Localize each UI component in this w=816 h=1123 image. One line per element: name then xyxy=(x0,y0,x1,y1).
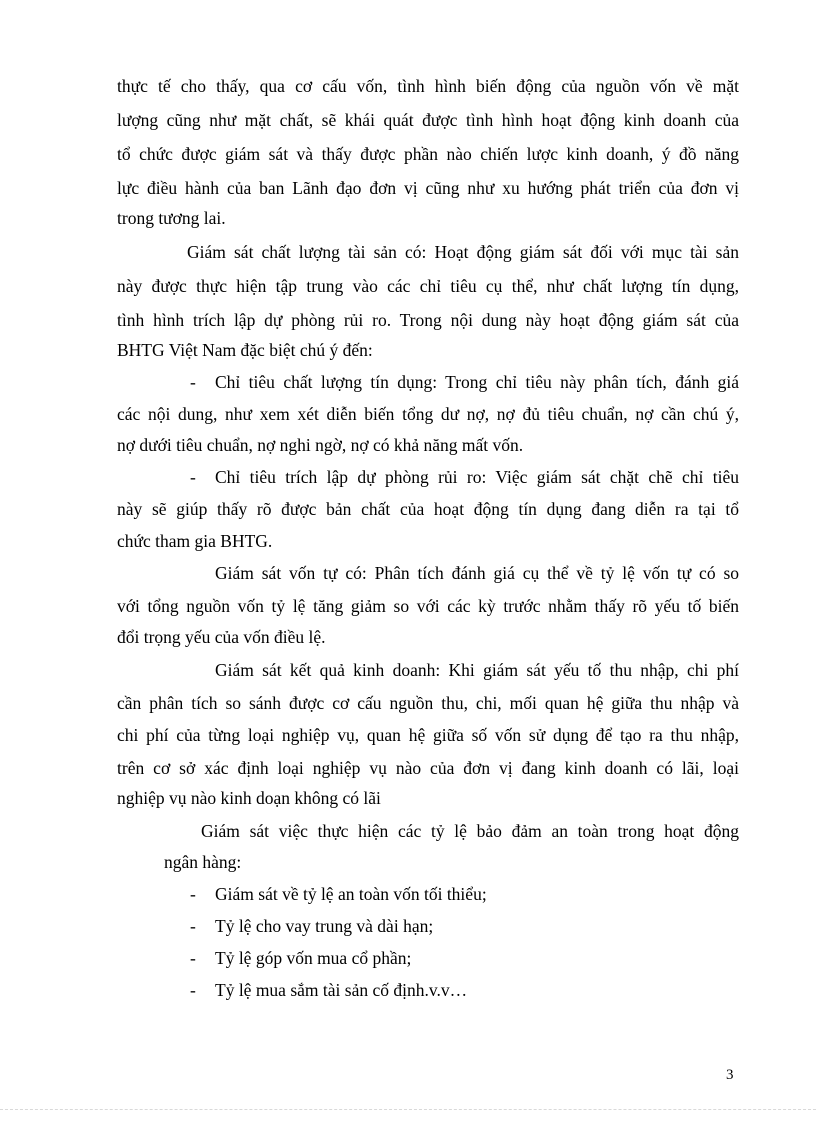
bullet-dash: - xyxy=(190,467,196,487)
text-line: Giám sát vốn tự có: Phân tích đánh giá cụ thể về tỷ lệ vốn tự có so xyxy=(215,563,739,583)
text-line: đổi trọng yếu của vốn điều lệ. xyxy=(117,627,326,647)
bullet-dash: - xyxy=(190,884,196,904)
text-line: nợ dưới tiêu chuẩn, nợ nghi ngờ, nợ có khả năng mất vốn. xyxy=(117,435,524,455)
text-line: BHTG Việt Nam đặc biệt chú ý đến: xyxy=(117,340,373,360)
text-line: cần phân tích so sánh được cơ cấu nguồn thu, chi, mối quan hệ giữa thu nhập và xyxy=(117,693,739,713)
list-item: Giám sát về tỷ lệ an toàn vốn tối thiểu; xyxy=(215,884,487,904)
bullet-dash: - xyxy=(190,372,196,392)
text-line: này được thực hiện tập trung vào các chỉ tiêu cụ thể, như chất lượng tín dụng, xyxy=(117,276,739,296)
list-item: Tỷ lệ cho vay trung và dài hạn; xyxy=(215,916,434,936)
text-line: thực tế cho thấy, qua cơ cấu vốn, tình hình biến động của nguồn vốn về mặt xyxy=(117,76,739,96)
text-line: các nội dung, như xem xét diễn biến tổng dư nợ, nợ đủ tiêu chuẩn, nợ cần chú ý, xyxy=(117,404,739,424)
text-line: Chỉ tiêu trích lập dự phòng rủi ro: Việc giám sát chặt chẽ chỉ tiêu xyxy=(215,467,739,487)
text-line: chức tham gia BHTG. xyxy=(117,531,273,551)
text-line: với tổng nguồn vốn tỷ lệ tăng giảm so với các kỳ trước nhằm thấy rõ yếu tố biến xyxy=(117,596,739,616)
text-line: tổ chức được giám sát và thấy được phần nào chiến lược kinh doanh, ý đồ năng xyxy=(117,144,739,164)
text-line: tình hình trích lập dự phòng rủi ro. Trong nội dung này hoạt động giám sát của xyxy=(117,310,739,330)
bullet-dash: - xyxy=(190,916,196,936)
page-bottom-divider xyxy=(0,1109,816,1110)
text-line: lượng cũng như mặt chất, sẽ khái quát được tình hình hoạt động kinh doanh của xyxy=(117,110,739,130)
text-line: Giám sát kết quả kinh doanh: Khi giám sát yếu tố thu nhập, chi phí xyxy=(215,660,739,680)
text-line: Giám sát việc thực hiện các tỷ lệ bảo đảm an toàn trong hoạt động xyxy=(201,821,739,841)
list-item: Tỷ lệ mua sắm tài sản cố định.v.v… xyxy=(215,980,468,1000)
list-item: Tỷ lệ góp vốn mua cổ phần; xyxy=(215,948,412,968)
page-number: 3 xyxy=(726,1067,734,1083)
bullet-dash: - xyxy=(190,948,196,968)
text-line: chi phí của từng loại nghiệp vụ, quan hệ giữa số vốn sử dụng để tạo ra thu nhập, xyxy=(117,725,739,745)
text-line: này sẽ giúp thấy rõ được bản chất của hoạt động tín dụng đang diễn ra tại tổ xyxy=(117,499,739,519)
text-line: Giám sát chất lượng tài sản có: Hoạt động giám sát đối với mục tài sản xyxy=(187,242,739,262)
text-line: ngân hàng: xyxy=(164,852,242,872)
text-line: Chỉ tiêu chất lượng tín dụng: Trong chỉ tiêu này phân tích, đánh giá xyxy=(215,372,739,392)
text-line: nghiệp vụ nào kinh doạn không có lãi xyxy=(117,788,381,808)
text-line: trong tương lai. xyxy=(117,208,226,228)
text-line: lực điều hành của ban Lãnh đạo đơn vị cũng như xu hướng phát triển của đơn vị xyxy=(117,178,739,198)
text-line: trên cơ sở xác định loại nghiệp vụ nào của đơn vị đang kinh doanh có lãi, loại xyxy=(117,758,739,778)
bullet-dash: - xyxy=(190,980,196,1000)
